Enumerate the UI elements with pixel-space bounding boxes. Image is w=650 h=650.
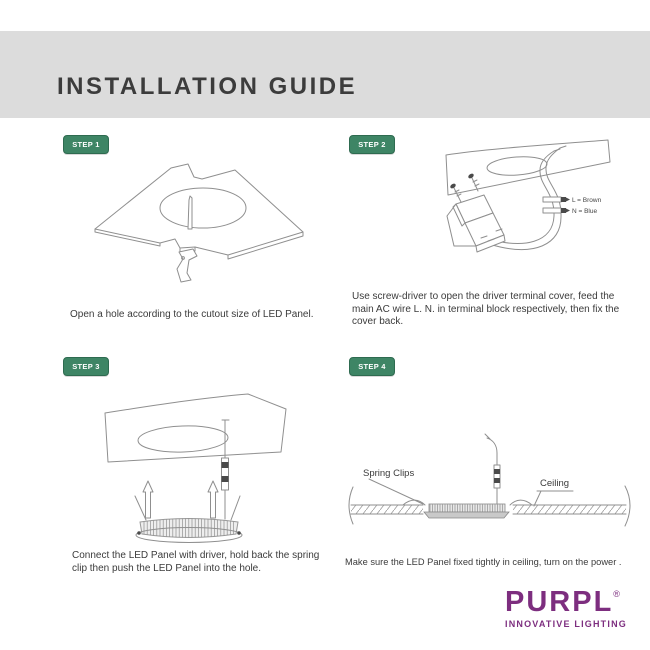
spring-clips-label: Spring Clips	[363, 468, 415, 479]
legend-neutral-label: N = Blue	[572, 208, 598, 215]
cutting-blade-drawing	[188, 196, 192, 229]
step-3-install-diagram	[90, 388, 320, 548]
brand-tagline: INNOVATIVE LIGHTING	[505, 619, 627, 629]
ceiling-slab-drawing	[105, 394, 286, 462]
ceiling-label: Ceiling	[540, 478, 570, 489]
step-1-cutout-diagram	[80, 152, 310, 302]
up-arrow-icon	[143, 481, 218, 518]
ceiling-callout	[534, 478, 573, 506]
step-3-badge: STEP 3	[63, 357, 109, 376]
wire-connector-drawing	[485, 434, 500, 504]
wire-connector-drawing	[222, 420, 230, 519]
led-panel-drawing	[424, 504, 509, 518]
step-3-caption: Connect the LED Panel with driver, hold back the spring clip then push the LED Panel into the hole.	[72, 550, 320, 574]
registered-trademark-icon: ®	[613, 589, 620, 599]
step-2-caption: Use screw-driver to open the driver terminal cover, feed the main AC wire L. N. in terminal block respectively, then fix the cover back.	[352, 291, 620, 327]
ceiling-slab-drawing	[446, 140, 610, 195]
brand-logo	[505, 588, 627, 629]
led-panel-drawing	[136, 518, 242, 542]
step-1-badge: STEP 1	[63, 135, 109, 154]
wire-color-legend	[543, 197, 602, 215]
step-4-fixed-diagram	[345, 420, 635, 550]
spring-clips-callout	[363, 468, 423, 504]
page-title: INSTALLATION GUIDE	[57, 73, 358, 100]
legend-live-label: L = Brown	[572, 197, 602, 204]
driver-box-drawing	[447, 195, 505, 252]
step-4-caption: Make sure the LED Panel fixed tightly in ceiling, turn on the power .	[345, 557, 622, 567]
brand-name: PURPL	[505, 586, 614, 618]
cut-piece-drawing	[177, 249, 197, 282]
step-2-wiring-diagram	[355, 138, 625, 295]
step-1-caption: Open a hole according to the cutout size of LED Panel.	[70, 309, 314, 320]
step-4-badge: STEP 4	[349, 357, 395, 376]
step-2-badge: STEP 2	[349, 135, 395, 154]
ceiling-tile-drawing	[95, 164, 303, 259]
